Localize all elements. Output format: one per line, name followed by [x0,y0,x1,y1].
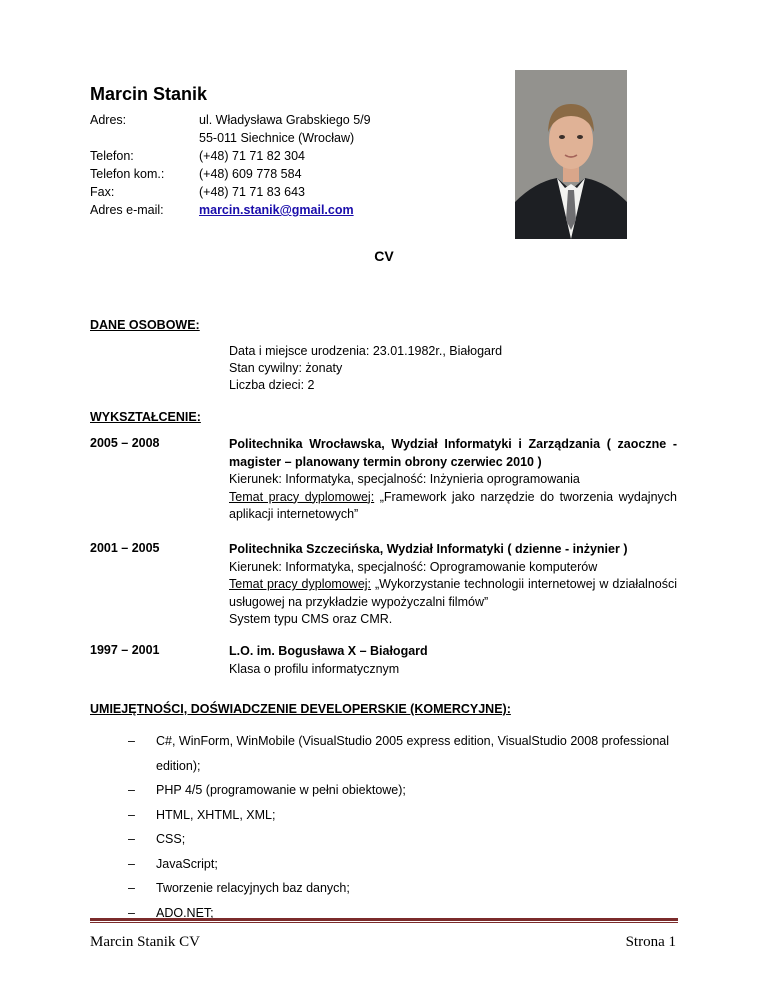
contact-label: Adres: [90,113,127,127]
education-field: Klasa o profilu informatycznym [229,661,400,676]
skill-text: CSS; [156,832,186,846]
bullet-dash: – [128,807,135,822]
list-item [128,778,678,803]
contact-row [90,165,371,183]
section-heading-education: WYKSZTAŁCENIE: [90,410,201,424]
skill-text: ADO.NET; [156,905,214,920]
education-period: 2001 – 2005 [90,541,160,555]
education-period: 1997 – 2001 [90,643,160,657]
education-institution: L.O. im. Bogusława X – Białogard [229,644,428,658]
list-item [128,852,678,877]
footer-page-number: Strona 1 [625,934,676,950]
contact-label: Fax: [90,185,115,199]
contact-value: (+48) 71 71 83 643 [199,185,305,199]
list-item [128,803,678,828]
list-item [128,729,678,778]
contact-block [90,111,371,219]
list-item [128,876,678,901]
contact-label [90,129,199,147]
personal-line: Liczba dzieci: 2 [229,378,315,392]
profile-photo [515,70,627,239]
skill-text: C#, WinForm, WinMobile (VisualStudio 2005 express edition, VisualStudio 2008 professional edition); [156,734,670,773]
skill-text: JavaScript; [156,856,218,871]
thesis-title: „Wykorzystanie technologii internetowej w działalności usługowej na przykładzie wypożyczalni filmów” [229,577,678,609]
contact-row [90,201,371,219]
contact-label: Adres e-mail: [90,203,164,217]
contact-value: (+48) 609 778 584 [199,167,302,181]
education-field: Kierunek: Informatyka, specjalność: Inżynieria oprogramowania [229,472,580,486]
skill-text: HTML, XHTML, XML; [156,807,276,822]
education-period: 2005 – 2008 [90,436,160,450]
contact-value: 55-011 Siechnice (Wrocław) [199,131,355,145]
education-entry [229,541,677,629]
skill-text: Tworzenie relacyjnych baz danych; [156,881,350,895]
contact-row [90,147,371,165]
section-heading-personal: DANE OSOBOWE: [90,318,200,332]
skills-list [128,729,678,925]
email-link[interactable]: marcin.stanik@gmail.com [199,203,354,217]
document-title: CV [374,248,394,264]
contact-row [90,111,371,129]
contact-row [90,183,371,201]
thesis-title: „Framework jako narzędzie do tworzenia wydajnych aplikacji internetowych” [229,489,677,521]
contact-row [90,129,371,147]
education-institution: Politechnika Wrocławska, Wydział Informatyki i Zarządzania ( zaoczne - magister – planowany termin obrony czerwiec 2010 ) [229,437,677,469]
skill-text: PHP 4/5 (programowanie w pełni obiektowe); [156,783,406,797]
bullet-dash: – [128,734,135,748]
education-entry [229,643,677,678]
section-heading-skills: UMIEJĘTNOŚCI, DOŚWIADCZENIE DEVELOPERSKIE (KOMERCYJNE): [90,702,511,716]
bullet-dash: – [128,905,135,920]
bullet-dash: – [128,783,135,797]
footer-divider-thin [90,922,678,923]
education-extra: System typu CMS oraz CMR. [229,612,393,626]
footer-divider [90,918,678,921]
education-institution: Politechnika Szczecińska, Wydział Informatyki ( dzienne - inżynier ) [229,542,628,556]
personal-line: Data i miejsce urodzenia: 23.01.1982r., Białogard [229,344,503,358]
bullet-dash: – [128,832,135,846]
education-entry [229,436,677,524]
thesis-label: Temat pracy dyplomowej: [229,577,372,591]
bullet-dash: – [128,856,135,871]
footer-document-name: Marcin Stanik CV [90,934,200,950]
personal-line: Stan cywilny: żonaty [229,361,343,375]
list-item [128,827,678,852]
education-thesis [229,576,677,611]
education-thesis [229,489,677,524]
contact-value: (+48) 71 71 82 304 [199,149,305,163]
candidate-name: Marcin Stanik [90,84,208,104]
personal-details [229,343,502,394]
bullet-dash: – [128,881,135,895]
contact-label: Telefon kom.: [90,167,165,181]
contact-value: ul. Władysława Grabskiego 5/9 [199,113,371,127]
education-field: Kierunek: Informatyka, specjalność: Oprogramowanie komputerów [229,559,598,574]
thesis-label: Temat pracy dyplomowej: [229,489,375,504]
contact-label: Telefon: [90,149,134,163]
